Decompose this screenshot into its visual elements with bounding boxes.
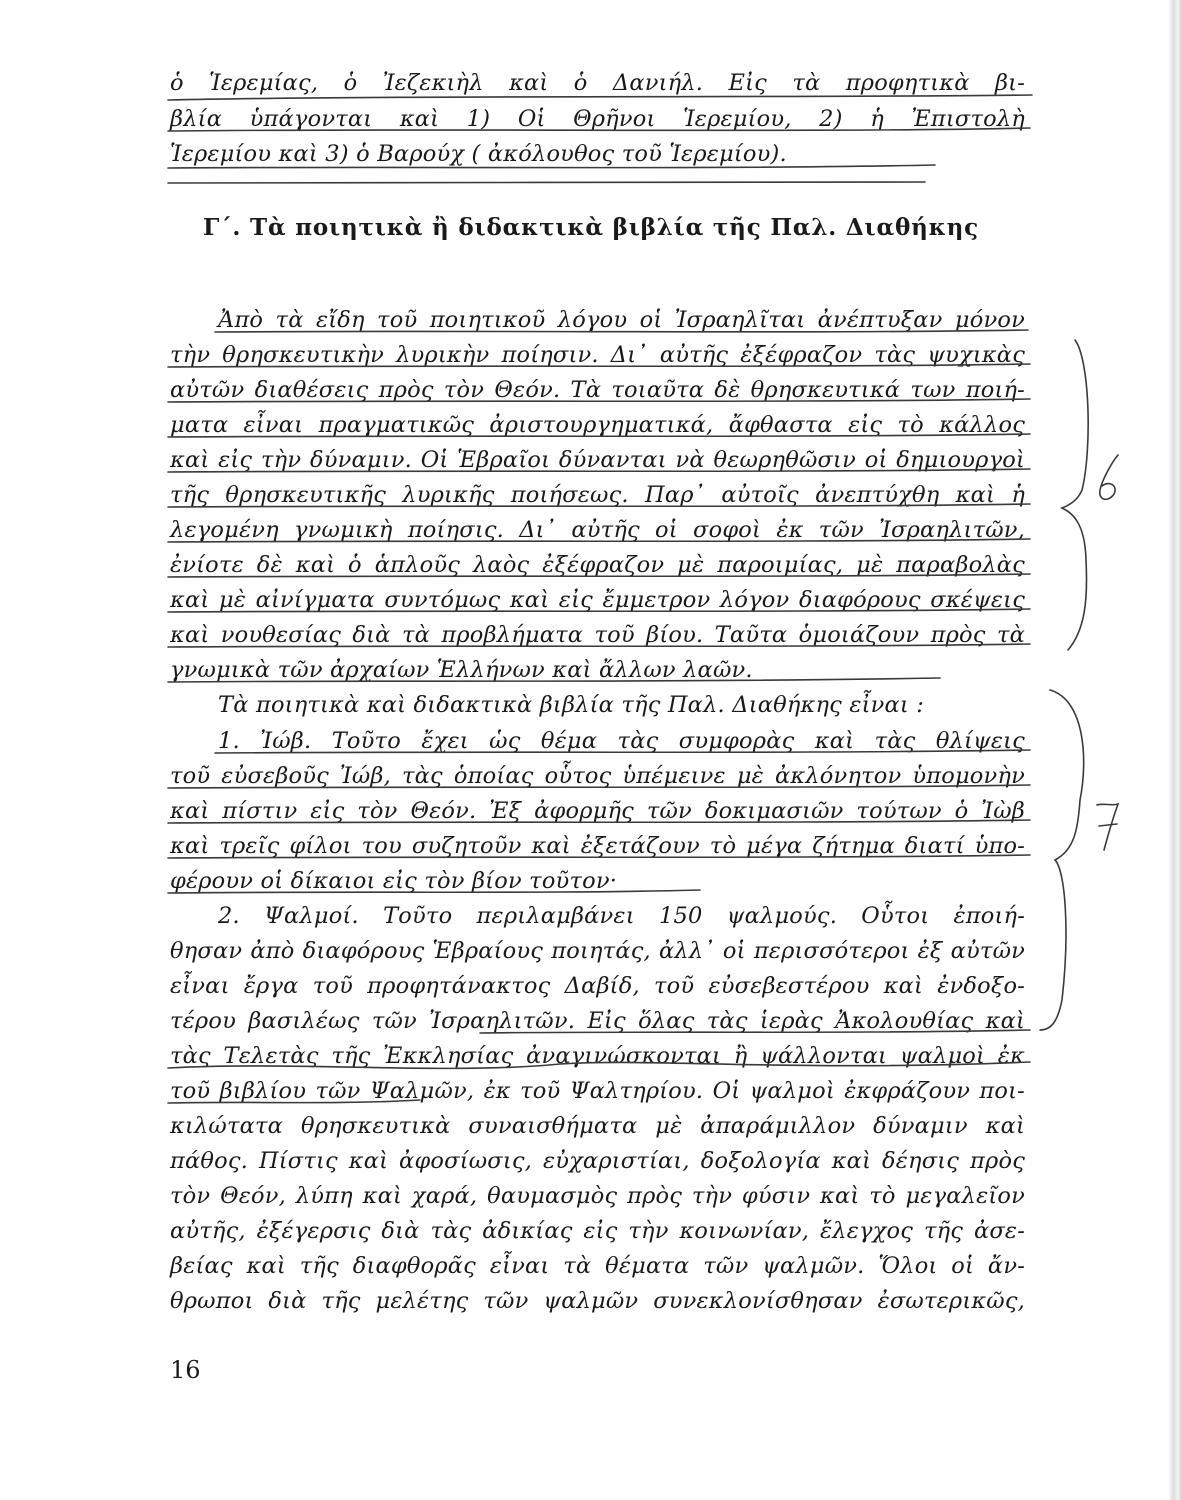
paragraph-line: ματα εἶναι πραγματικῶς ἀριστουργηματικά, ἄφθαστα εἰς τὸ κάλλος bbox=[170, 412, 1025, 438]
left-bracket bbox=[1040, 690, 1084, 1030]
intro-line: βλία ὑπάγονται καὶ 1) Οἱ Θρῆνοι Ἱερεμίου, 2) ἡ Ἐπιστολὴ bbox=[170, 106, 1025, 132]
paragraph-line: εἶναι ἔργα τοῦ προφητάνακτος Δαβίδ, τοῦ εὐσεβεστέρου καὶ ἐνδοξο- bbox=[170, 973, 1025, 999]
paragraph-line: φέρουν οἱ δίκαιοι εἰς τὸν βίον τοῦτον· bbox=[170, 868, 618, 894]
paragraph-line: καὶ πίστιν εἰς τὸν Θεόν. Ἐξ ἀφορμῆς τῶν δοκιμασιῶν τούτων ὁ Ἰὼβ bbox=[170, 798, 1025, 824]
paragraph-line: καὶ μὲ αἰνίγματα συντόμως καὶ εἰς ἔμμετρον λόγον διαφόρους σκέψεις bbox=[170, 587, 1025, 613]
paragraph-line: τὰς Τελετὰς τῆς Ἐκκλησίας ἀναγινώσκονται ἢ ψάλλονται ψαλμοὶ ἐκ bbox=[170, 1043, 1025, 1069]
paragraph-line: πάθος. Πίστις καὶ ἀφοσίωσις, εὐχαριστίαι, δοξολογία καὶ δέησις πρὸς bbox=[170, 1148, 1025, 1174]
paragraph-line: τῆς θρησκευτικῆς λυρικῆς ποιήσεως. Παρ᾽ αὐτοῖς ἀνεπτύχθη καὶ ἡ bbox=[170, 482, 1025, 508]
paragraph-line: βείας καὶ τῆς διαφθορᾶς εἶναι τὰ θέματα τῶν ψαλμῶν. Ὅλοι οἱ ἄν- bbox=[170, 1253, 1025, 1279]
paragraph-line: καὶ νουθεσίας διὰ τὰ προβλήματα τοῦ βίου. Ταῦτα ὁμοιάζουν πρὸς τὰ bbox=[170, 622, 1025, 648]
page-number: 16 bbox=[170, 1356, 201, 1384]
section-heading: Γ΄. Τὰ ποιητικὰ ἢ διδακτικὰ βιβλία τῆς Παλ. Διαθήκης bbox=[203, 214, 979, 241]
paragraph-line: τὴν θρησκευτικὴν λυρικὴν ποίησιν. Δι᾽ αὐτῆς ἐξέφραζον τὰς ψυχικὰς bbox=[170, 342, 1025, 368]
paragraph-line: Ἀπὸ τὰ εἴδη τοῦ ποιητικοῦ λόγου οἱ Ἰσραηλῖται ἀνέπτυξαν μόνον bbox=[218, 307, 1025, 333]
paragraph-line: θησαν ἀπὸ διαφόρους Ἑβραίους ποιητάς, ἀλλ᾽ οἱ περισσότεροι ἐξ αὐτῶν bbox=[170, 938, 1025, 964]
intro-line: ὁ Ἱερεμίας, ὁ Ἰεζεκιὴλ καὶ ὁ Δανιήλ. Εἰς τὰ προφητικὰ βι- bbox=[170, 70, 1025, 96]
handwritten-six bbox=[1100, 455, 1118, 499]
page-edge bbox=[1168, 0, 1182, 1500]
paragraph-line: 1. Ἰώβ. Τοῦτο ἔχει ὡς θέμα τὰς συμφορὰς καὶ τὰς θλίψεις bbox=[218, 728, 1025, 754]
paragraph-line: κιλώτατα θρησκευτικὰ συναισθήματα μὲ ἀπαράμιλλον δύναμιν καὶ bbox=[170, 1113, 1025, 1139]
paragraph-line: λεγομένη γνωμικὴ ποίησις. Δι᾽ αὐτῆς οἱ σοφοὶ ἐκ τῶν Ἰσραηλιτῶν, bbox=[170, 517, 1025, 543]
intro-line: Ἱερεμίου καὶ 3) ὁ Βαρούχ ( ἀκόλουθος τοῦ Ἱερεμίου). bbox=[170, 141, 787, 167]
paragraph-line: αὐτῆς, ἐξέγερσις διὰ τὰς ἀδικίας εἰς τὴν κοινωνίαν, ἔλεγχος τῆς ἀσε- bbox=[170, 1218, 1025, 1244]
paragraph-line: ἐνίοτε δὲ καὶ ὁ ἁπλοῦς λαὸς ἐξέφραζον μὲ παροιμίας, μὲ παραβολὰς bbox=[170, 552, 1025, 578]
paragraph-line: θρωποι διὰ τῆς μελέτης τῶν ψαλμῶν συνεκλονίσθησαν ἐσωτερικῶς, bbox=[170, 1288, 1025, 1314]
paragraph-line: γνωμικὰ τῶν ἀρχαίων Ἑλλήνων καὶ ἄλλων λαῶν. bbox=[170, 657, 753, 683]
left-bracket bbox=[1062, 340, 1088, 650]
underline bbox=[168, 182, 925, 183]
paragraph-line: Τὰ ποιητικὰ καὶ διδακτικὰ βιβλία τῆς Παλ. Διαθήκης εἶναι : bbox=[218, 692, 925, 718]
paragraph-line: αὐτῶν διαθέσεις πρὸς τὸν Θεόν. Τὰ τοιαῦτα δὲ θρησκευτικά των ποιή- bbox=[170, 377, 1025, 403]
paragraph-line: τοῦ εὐσεβοῦς Ἰώβ, τὰς ὁποίας οὗτος ὑπέμεινε μὲ ἀκλόνητον ὑπομονὴν bbox=[170, 763, 1025, 789]
paragraph-line: καὶ εἰς τὴν δύναμιν. Οἱ Ἑβραῖοι δύνανται νὰ θεωρηθῶσιν οἱ δημιουργοὶ bbox=[170, 447, 1025, 473]
paragraph-line: τέρου βασιλέως τῶν Ἰσραηλιτῶν. Εἰς ὅλας τὰς ἱερὰς Ἀκολουθίας καὶ bbox=[170, 1008, 1025, 1034]
paragraph-line: καὶ τρεῖς φίλοι του συζητοῦν καὶ ἐξετάζουν τὸ μέγα ζήτημα διατί ὑπο- bbox=[170, 833, 1025, 859]
paragraph-line: τὸν Θεόν, λύπη καὶ χαρά, θαυμασμὸς πρὸς τὴν φύσιν καὶ τὸ μεγαλεῖον bbox=[170, 1183, 1025, 1209]
paragraph-line: τοῦ βιβλίου τῶν Ψαλμῶν, ἐκ τοῦ Ψαλτηρίου. Οἱ ψαλμοὶ ἐκφράζουν ποι- bbox=[170, 1078, 1025, 1104]
handwritten-seven bbox=[1097, 804, 1118, 850]
paragraph-line: 2. Ψαλμοί. Τοῦτο περιλαμβάνει 150 ψαλμούς. Οὗτοι ἐποιή- bbox=[218, 903, 1025, 929]
